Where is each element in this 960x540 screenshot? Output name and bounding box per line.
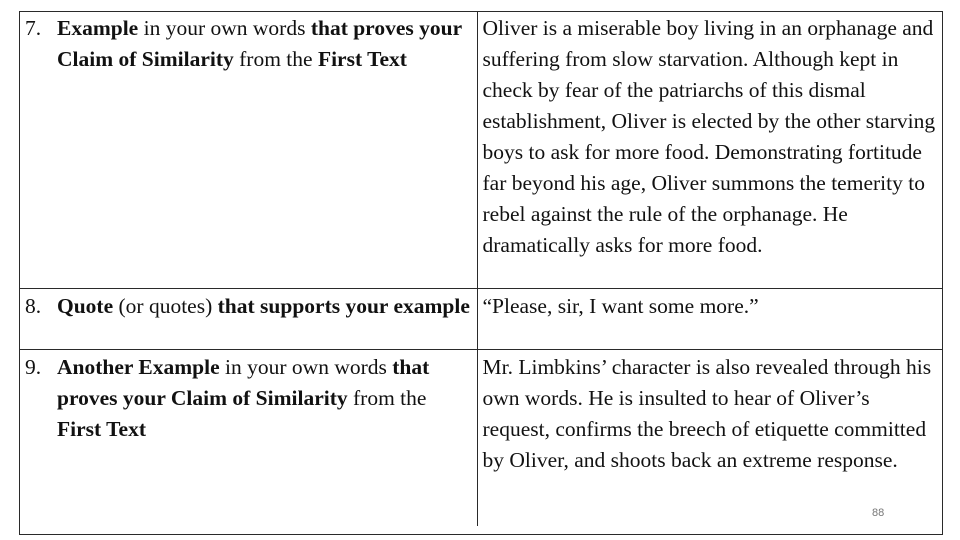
prompt-7 bbox=[25, 13, 471, 75]
prompt-cell bbox=[19, 11, 477, 289]
table-row bbox=[19, 289, 943, 350]
prompt-text: Quote (or quotes) that supports your example bbox=[57, 294, 470, 318]
prompt-number: 8. bbox=[25, 294, 42, 318]
prompt-cell bbox=[19, 350, 477, 527]
prompt-9 bbox=[25, 352, 471, 445]
prompt-number: 9. bbox=[25, 355, 42, 379]
answer-cell bbox=[477, 350, 943, 527]
page-number: 88 bbox=[872, 507, 885, 519]
table-row bbox=[19, 11, 943, 289]
prompt-text: Another Example in your own words that proves your Claim of Similarity from the First Text bbox=[57, 355, 430, 441]
prompt-number: 7. bbox=[25, 16, 42, 40]
answer-text: “Please, sir, I want some more.” bbox=[482, 294, 759, 318]
worksheet-table bbox=[19, 11, 943, 526]
prompt-text: Example in your own words that proves your Claim of Similarity from the First Text bbox=[57, 16, 462, 71]
answer-cell bbox=[477, 289, 943, 350]
table-row bbox=[19, 350, 943, 527]
prompt-cell bbox=[19, 289, 477, 350]
prompt-8 bbox=[25, 291, 471, 322]
answer-text: Oliver is a miserable boy living in an orphanage and suffering from slow starvation. Although kept in check by fear of the patriarchs of this dismal establishment, Oliver is elected by the other starving boys to ask for more food. Demonstrating fortitude far beyond his age, Oliver summons the temerity to rebel against the rule of the orphanage. He dramatically asks for more food. bbox=[482, 16, 936, 257]
answer-text: Mr. Limbkins’ character is also revealed through his own words. He is insulted to hear of Oliver’s request, confirms the breech of etiquette committed by Oliver, and shoots back an extreme response. bbox=[482, 355, 932, 472]
answer-cell bbox=[477, 11, 943, 289]
